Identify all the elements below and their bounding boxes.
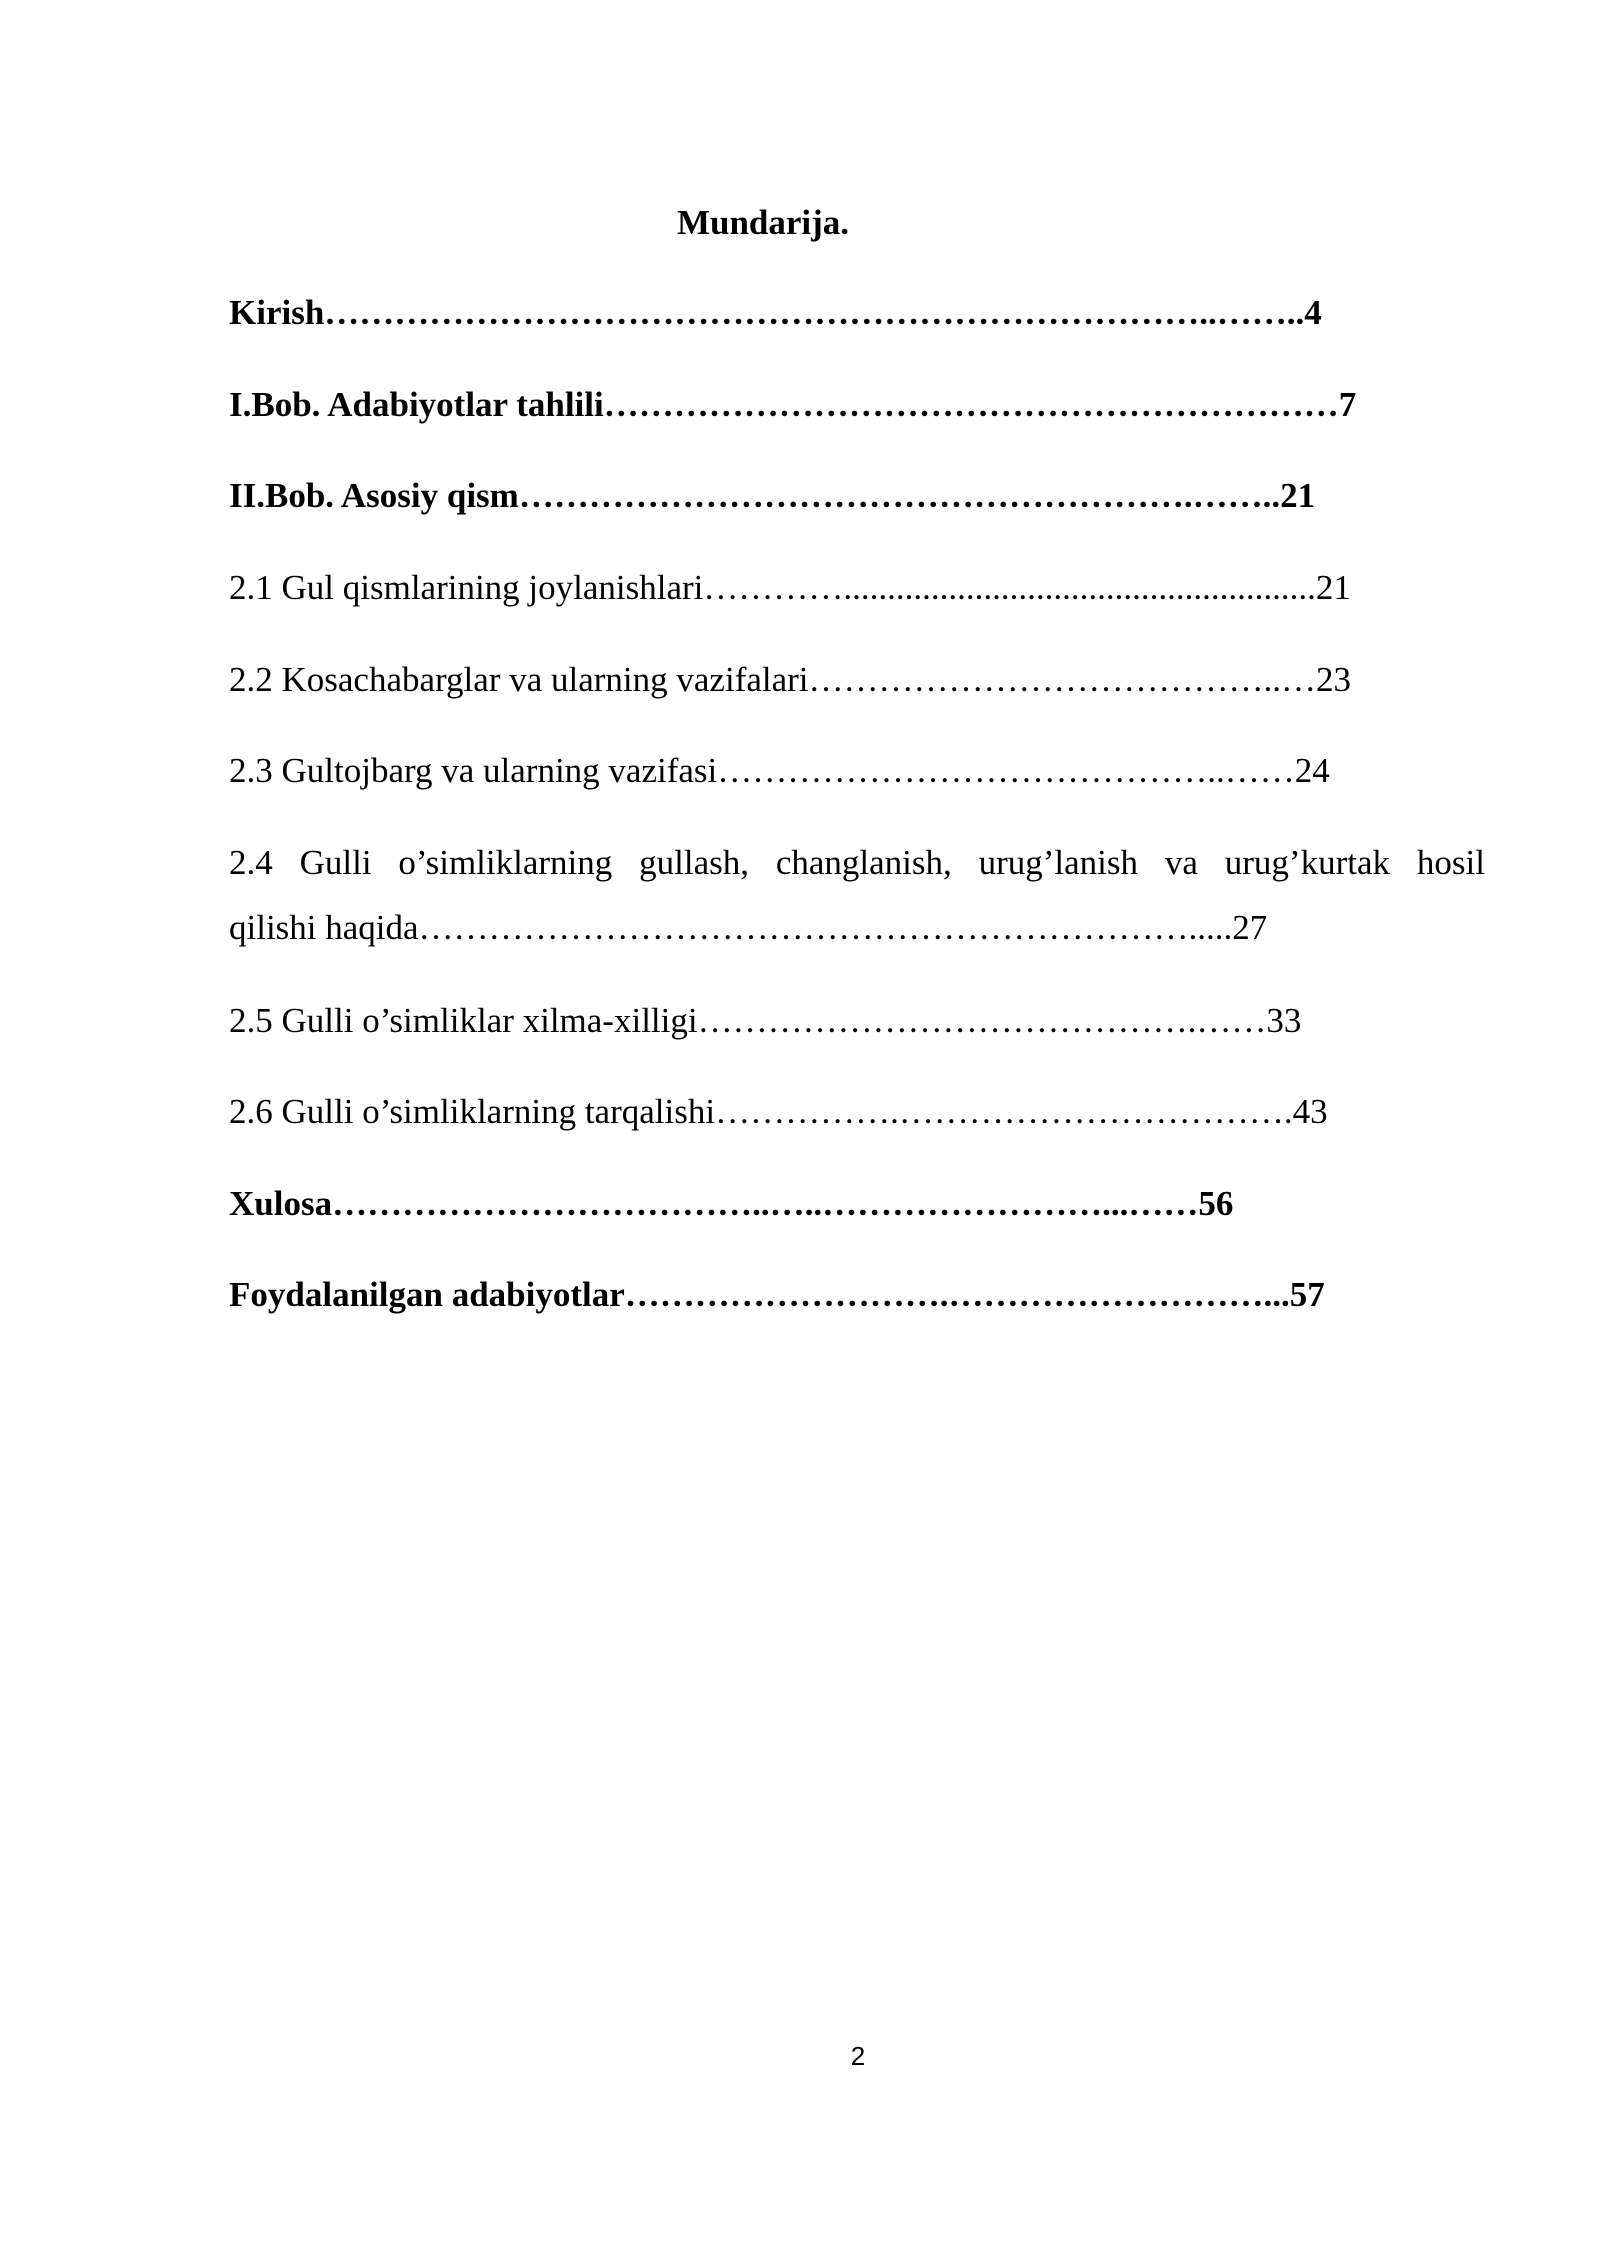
toc-word: 2.4	[229, 843, 273, 882]
toc-entry-chapter-2: II.Bob. Asosiy qism………………………………………………….……..21	[229, 476, 1316, 515]
toc-entry-section-2-4-line-2: qilishi haqida………………………………………………………….....27	[229, 908, 1268, 947]
toc-entry-section-2-1: 2.1 Gul qismlarining joylanishlari…………......................................................21	[229, 568, 1351, 607]
toc-word: va	[1164, 843, 1198, 882]
toc-word: Gulli	[299, 843, 372, 882]
toc-entry-xulosa: Xulosa………………………………..…..……………………...……56	[229, 1184, 1234, 1223]
toc-entry-chapter-1: I.Bob. Adabiyotlar tahlili………………………………………………………7	[229, 385, 1357, 424]
toc-entry-section-2-2: 2.2 Kosachabarglar va ularning vazifalari…………………………………..…23	[229, 660, 1352, 699]
toc-word: o’simliklarning	[398, 843, 613, 882]
toc-word: gullash,	[639, 843, 749, 882]
toc-word: hosil	[1416, 843, 1485, 882]
toc-entry-section-2-4-line-1	[229, 838, 1485, 888]
toc-word: urug’kurtak	[1224, 843, 1390, 882]
toc-word: changlanish,	[775, 843, 952, 882]
toc-entry-section-2-5: 2.5 Gulli o’simliklar xilma-xilligi…………………………………….……33	[229, 1001, 1302, 1040]
toc-word: urug’lanish	[978, 843, 1139, 882]
toc-entry-kirish: Kirish…………………………………………………………………..……..4	[229, 293, 1322, 332]
toc-entry-section-2-6: 2.6 Gulli o’simliklarning tarqalishi…………….…………………………….43	[229, 1092, 1328, 1131]
toc-title: Mundarija.	[676, 203, 850, 242]
toc-entry-references: Foydalanilgan adabiyotlar……………………….………………………...57	[229, 1275, 1325, 1314]
toc-entry-section-2-3: 2.3 Gultojbarg va ularning vazifasi……………………………………..……24	[229, 751, 1330, 790]
page-number: 2	[850, 2041, 866, 2071]
